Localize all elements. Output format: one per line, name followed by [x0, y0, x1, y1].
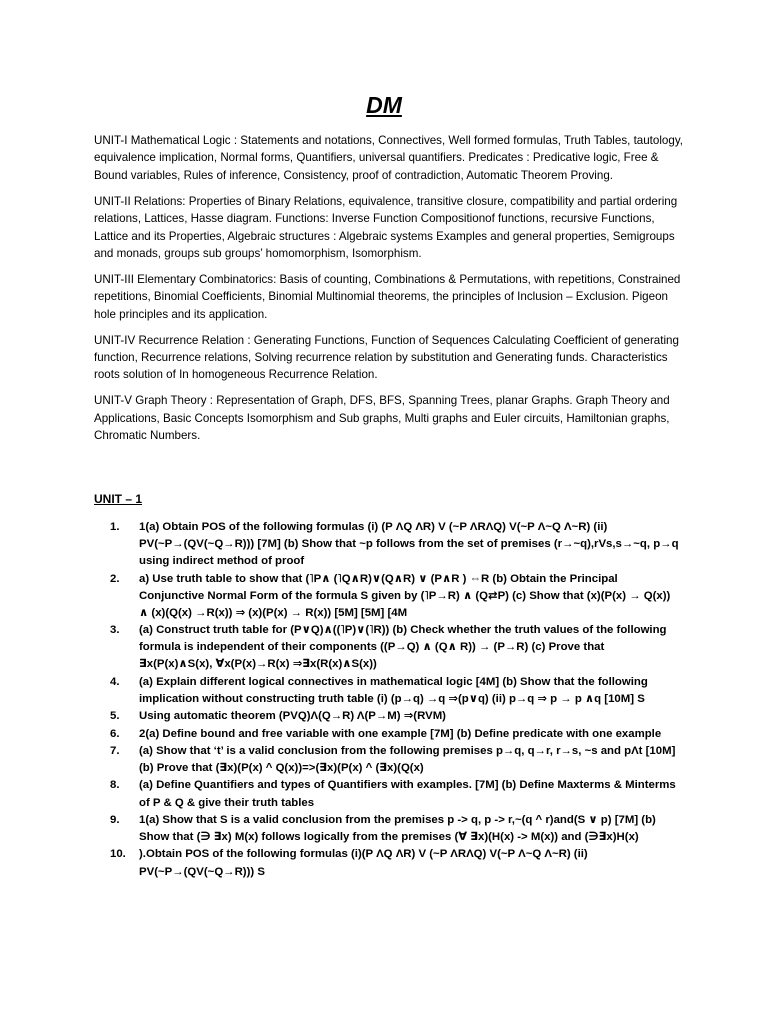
question-text: ).Obtain POS of the following formulas (i)(P ΛQ ΛR) V (~P ΛRΛQ) V(~P Λ~Q Λ~R) (ii) PV(~P→(QV(~Q→R))) S — [139, 848, 588, 878]
question-item — [110, 519, 680, 570]
question-item — [110, 674, 680, 708]
question-item — [110, 571, 680, 622]
question-number: 2. — [110, 572, 120, 585]
question-item — [110, 812, 680, 846]
question-item — [110, 726, 680, 743]
question-text: 1(a) Obtain POS of the following formulas (i) (P ΛQ ΛR) V (~P ΛRΛQ) V(~P Λ~Q Λ~R) (ii) PV(~P→(QV(~Q→R))) [7M] (b) Show that ~p follows from the set of premises (r→~q),rVs,s→~q, p→q using indirect method of proof — [139, 521, 679, 568]
question-item — [110, 743, 680, 777]
question-item — [110, 846, 680, 880]
question-number: 10. — [110, 848, 126, 861]
question-number: 8. — [110, 779, 120, 792]
question-text: Using automatic theorem (PVQ)Λ(Q→R) Λ(P→M) ⇒(RVM) — [139, 710, 446, 723]
syllabus-units — [94, 132, 684, 453]
question-text: (a) Define Quantifiers and types of Quantifiers with examples. [7M] (b) Define Maxterms & Minterms of P & Q & give their truth tables — [139, 779, 676, 809]
question-text: 1(a) Show that S is a valid conclusion from the premises p -> q, p -> r,~(q ^ r)and(S ∨ p) [7M] (b) Show that (∋ ∃x) M(x) follows logically from the premises (∀ ∃x)(H(x) -> M(x)) and (∋∃x)H(x) — [139, 813, 656, 844]
question-number: 3. — [110, 624, 120, 637]
question-text: (a) Show that ‘t’ is a valid conclusion from the following premises p→q, q→r, r→s, ~s and pΛt [10M] (b) Prove that (∃x)(P(x) ^ Q(x))=>(∃x)(P(x) ^ (∃x)(Q(x) — [139, 745, 676, 775]
question-item — [110, 708, 680, 725]
question-number: 4. — [110, 675, 120, 688]
question-text: 2(a) Define bound and free variable with one example [7M] (b) Define predicate with one example — [139, 727, 662, 740]
unit-5-paragraph: UNIT-V Graph Theory : Representation of Graph, DFS, BFS, Spanning Trees, planar Graphs. Graph Theory and Applications, Basic Concepts Isomorphism and Sub graphs, Multi graphs and Euler circuits, Hamiltonian graphs, Chromatic Numbers. — [94, 394, 670, 443]
unit-3-paragraph: UNIT-III Elementary Combinatorics: Basis of counting, Combinations & Permutations, with repetitions, Constrained repetitions, Binomial Coefficients, Binomial Multinomial theorems, the principles of Inclusion – Exclusion. Pigeon hole principles and its application. — [94, 272, 681, 321]
unit-1-heading: UNIT – 1 — [94, 492, 143, 506]
question-number: 7. — [110, 745, 120, 757]
question-item — [110, 622, 680, 673]
question-text: (a) Explain different logical connectives in mathematical logic [4M] (b) Show that the following implication without constructing truth table (i) (p→q) →q ⇒(p∨q) (ii) p→q ⇒ p → p ∧q [10M] S — [139, 675, 648, 705]
question-text: (a) Construct truth table for (P∨Q)∧((˥P)∨(˥R)) (b) Check whether the truth values of the following formula is independent of their components ((P→Q) ∧ (Q∧ R)) → (P→R) (c) Prove that ∃x(P(x)∧S(x), ∀x(P(x)→R(x) ⇒∃x(R(x)∧S(x)) — [139, 624, 667, 671]
unit-2-paragraph: UNIT-II Relations: Properties of Binary Relations, equivalence, transitive closure, compatibility and partial ordering relations, Lattices, Hasse diagram. Functions: Inverse Function Compositionof functions, recursive Functions, Lattice and its Properties, Algebraic structures : Algebraic systems Examples and general properties, Semigroups and monads, groups sub groups’ homomorphism, Isomorphism. — [94, 194, 678, 260]
question-item — [110, 777, 680, 811]
question-number: 6. — [110, 727, 120, 740]
question-text: a) Use truth table to show that (˥P∧ (˥Q∧R)∨(Q∧R) ∨ (P∧R ) ⇔R (b) Obtain the Principal Conjunctive Normal Form of the formula S given by (˥P→R) ∧ (Q⇄P) (c) Show that (x)(P(x) → Q(x)) ∧ (x)(Q(x) →R(x)) ⇒ (x)(P(x) → R(x)) [5M] [5M] [4M — [139, 572, 671, 619]
question-list — [110, 519, 680, 881]
document-title: DM — [366, 92, 402, 118]
unit-1-paragraph: UNIT-I Mathematical Logic : Statements and notations, Connectives, Well formed formulas, Truth Tables, tautology, equivalence implication, Normal forms, Quantifiers, universal quantifiers. Predicates : Predicative logic, Free & Bound variables, Rules of inference, Consistency, proof of contradiction, Automatic Theorem Proving. — [94, 134, 683, 182]
question-number: 9. — [110, 813, 120, 826]
question-number: 5. — [110, 710, 120, 723]
question-number: 1. — [110, 521, 120, 533]
unit-4-paragraph: UNIT-IV Recurrence Relation : Generating Functions, Function of Sequences Calculating Coefficient of generating function, Recurrence relations, Solving recurrence relation by substitution and Generating funds. Characteristics roots solution of In homogeneous Recurrence Relation. — [94, 333, 679, 382]
